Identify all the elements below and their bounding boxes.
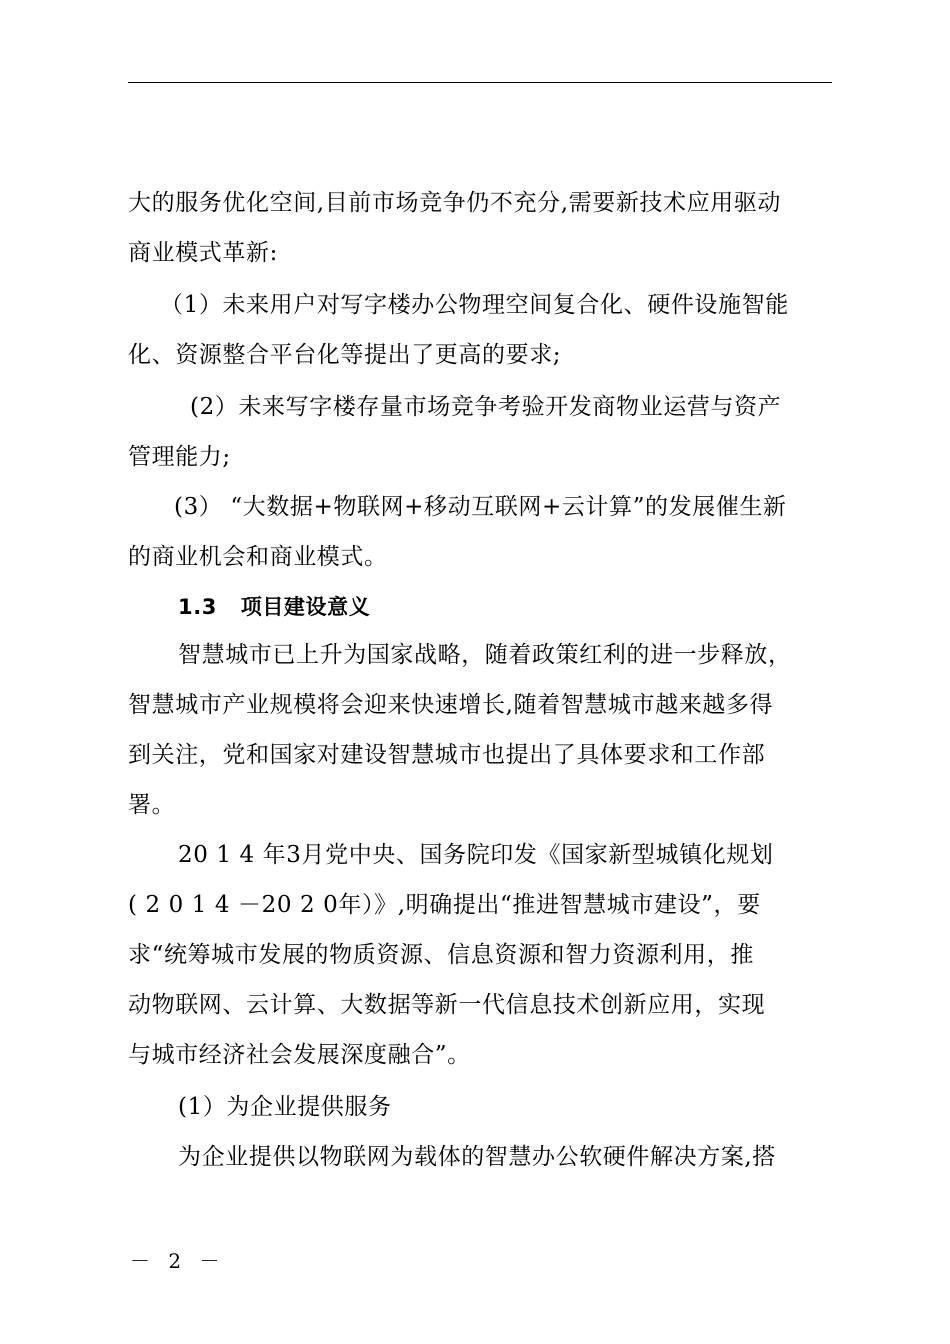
paragraph-line: 商业模式革新:	[128, 240, 278, 266]
header-rule	[128, 82, 832, 83]
list-item-2-line: (2）未来写字楼存量市场竞争考验开发商物业运营与资产	[190, 394, 782, 420]
paragraph-line: 动物联网、云计算、大数据等新一代信息技术创新应用，实现	[128, 992, 766, 1018]
paragraph-line: 为企业提供以物联网为载体的智慧办公软硬件解决方案,搭	[178, 1144, 776, 1170]
page-number: － 2 －	[130, 1249, 226, 1273]
list-item-2-line: 管理能力;	[128, 444, 231, 470]
paragraph-line: 署。	[128, 792, 176, 818]
list-item-3-line: 的商业机会和商业模式。	[128, 544, 388, 570]
paragraph-line: 智慧城市已上升为国家战略，随着政策红利的进一步释放，	[178, 642, 792, 668]
subsection-title: (1）为企业提供服务	[178, 1094, 392, 1120]
paragraph-line: 求“统筹城市发展的物质资源、信息资源和智力资源利用，推	[128, 942, 754, 968]
paragraph-line: ( 2 0 1 4 －20 2 0年）》,明确提出“推进智慧城市建设”，要	[128, 892, 761, 918]
list-item-3-line: (3） “大数据+物联网+移动互联网+云计算”的发展催生新	[174, 494, 787, 520]
paragraph-line: 到关注，党和国家对建设智慧城市也提出了具体要求和工作部	[128, 742, 766, 768]
list-item-1-line: 化、资源整合平台化等提出了更高的要求;	[128, 342, 562, 368]
list-item-1-line: （1）未来用户对写字楼办公物理空间复合化、硬件设施智能	[160, 292, 789, 318]
paragraph-line: 与城市经济社会发展深度融合”。	[128, 1042, 471, 1068]
paragraph-line: 大的服务优化空间,目前市场竞争仍不充分,需要新技术应用驱动	[128, 190, 782, 216]
paragraph-line: 智慧城市产业规模将会迎来快速增长,随着智慧城市越来越多得	[128, 692, 774, 718]
paragraph-line: 20 1 4 年3月党中央、国务院印发《国家新型城镇化规划	[178, 842, 774, 868]
section-heading: 1.3 项目建设意义	[178, 595, 371, 619]
